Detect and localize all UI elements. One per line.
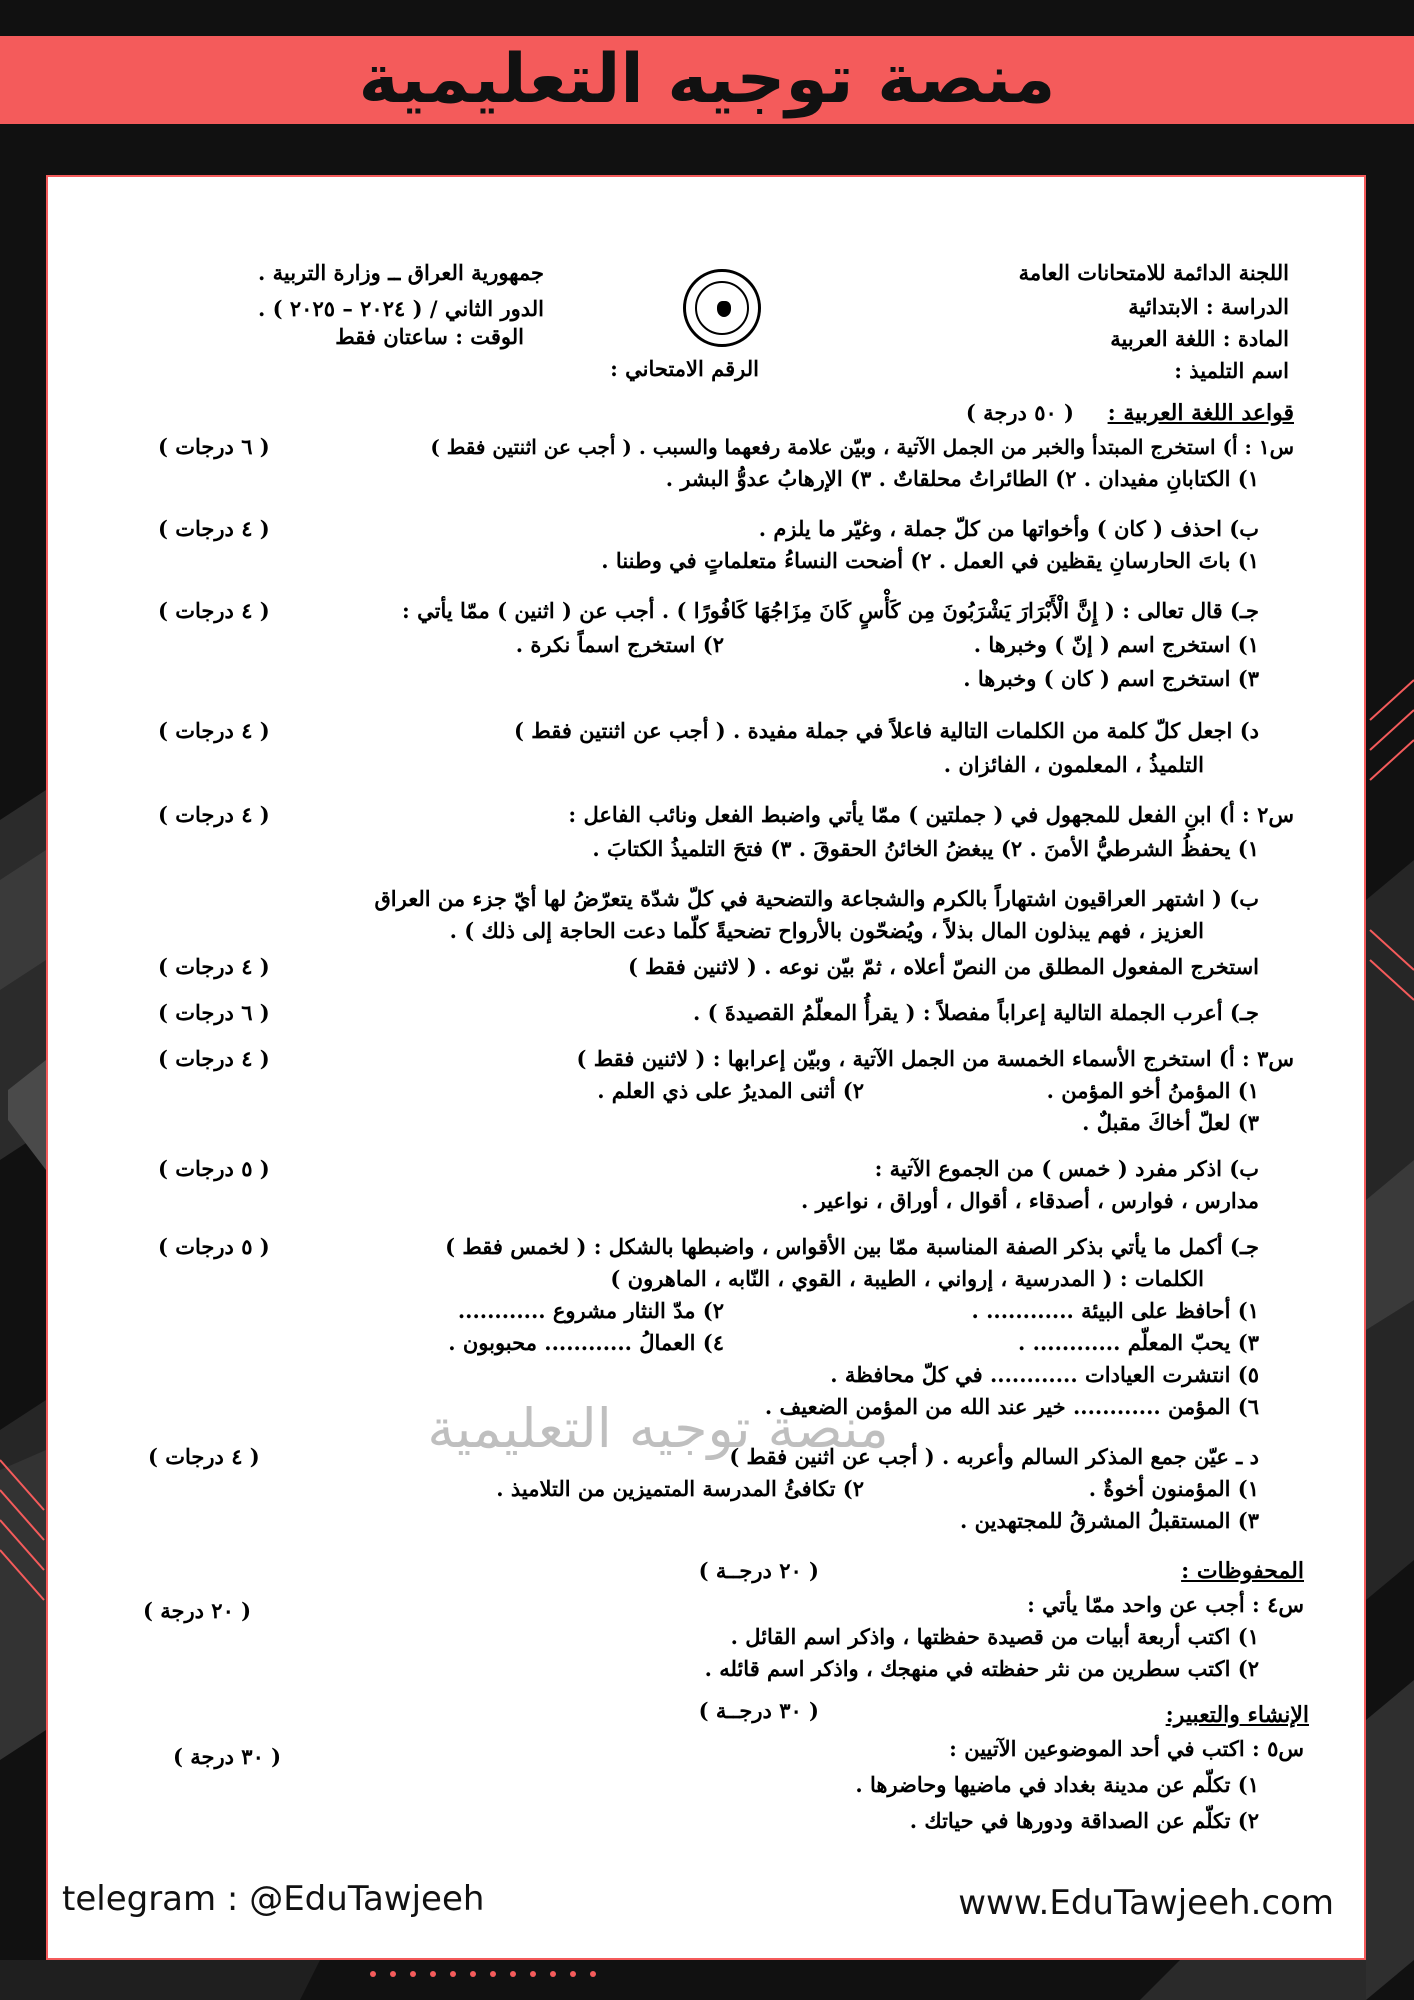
- study-level: الدراسة : الابتدائية: [1128, 294, 1289, 319]
- q3c-words: الكلمات : ( المدرسية ، إرواني ، الطيبة ، القوي ، النّابه ، الماهرون ): [610, 1266, 1204, 1291]
- ministry-seal-icon: [683, 269, 761, 347]
- q4-mark: ( ٢٠ درجة ): [143, 1598, 252, 1623]
- q3a-mark: ( ٤ درجات ): [158, 1046, 270, 1071]
- q4-item1: ١) اكتب أربعة أبيات من قصيدة حفظتها ، واذكر اسم القائل .: [730, 1624, 1259, 1649]
- composition-section-total: ( ٣٠ درجــة ): [698, 1698, 819, 1723]
- q2a-text: س٢ : أ) ابنِ الفعل للمجهول في ( جملتين ) ممّا يأتي واضبط الفعل ونائب الفاعل :: [568, 802, 1294, 827]
- committee-name: اللجنة الدائمة للامتحانات العامة: [1018, 260, 1289, 285]
- q2b-mark: ( ٤ درجات ): [158, 954, 270, 979]
- q2c-text: جـ) أعرب الجملة التالية إعراباً مفصلاً : ( يقرأُ المعلّمُ القصيدةَ ) .: [693, 1000, 1259, 1025]
- q4-text: س٤ : أجب عن واحد ممّا يأتي :: [1027, 1592, 1304, 1617]
- q3c-item2: ٢) مدّ النثار مشروع ............: [457, 1298, 724, 1323]
- q1b-text: ب) احذف ( كان ) وأخواتها من كلّ جملة ، وغيّر ما يلزم .: [758, 516, 1259, 541]
- q1a-items: ١) الكتابانِ مفيدان . ٢) الطائراتُ محلقاتٌ . ٣) الإرهابُ عدوُّ البشر .: [665, 466, 1259, 491]
- q2a-mark: ( ٤ درجات ): [158, 802, 270, 827]
- watermark: منصة توجيه التعليمية: [427, 1397, 889, 1460]
- grammar-section-title: قواعد اللغة العربية :: [1107, 400, 1294, 426]
- telegram-handle[interactable]: telegram : @EduTawjeeh: [62, 1879, 485, 1919]
- q3c-text: جـ) أكمل ما يأتي بذكر الصفة المناسبة ممّا بين الأقواس ، واضبطها بالشكل : ( لخمس فقط ): [445, 1234, 1259, 1259]
- q3d-item1: ١) المؤمنون أخوةٌ .: [1088, 1476, 1259, 1501]
- q3a-item2: ٢) أثنى المديرُ على ذي العلم .: [597, 1078, 864, 1103]
- q1a-text: س١ : أ) استخرج المبتدأ والخبر من الجمل الآتية ، وبيّن علامة رفعهما والسبب . ( أجب عن اثنتين فقط ): [430, 435, 1294, 459]
- q5-item1: ١) تكلّم عن مدينة بغداد في ماضيها وحاضرها .: [855, 1772, 1259, 1797]
- q3c-item6: ٦) المؤمن ............ خير عند الله من المؤمن الضعيف .: [764, 1394, 1259, 1419]
- q2c-mark: ( ٦ درجات ): [158, 1000, 270, 1025]
- q5-mark: ( ٣٠ درجة ): [173, 1744, 282, 1769]
- decorative-dots: [370, 1971, 596, 1977]
- top-banner: [0, 36, 1414, 124]
- q4-item2: ٢) اكتب سطرين من نثر حفظته في منهجك ، واذكر اسم قائله .: [704, 1656, 1259, 1681]
- q1c-item1: ١) استخرج اسم ( إنّ ) وخبرها .: [973, 632, 1259, 657]
- q3c-item4: ٤) العمالُ ............ محبوبون .: [448, 1330, 724, 1355]
- q3c-item3: ٣) يحبّ المعلّم ............ .: [1018, 1330, 1259, 1355]
- memorization-section-total: ( ٢٠ درجــة ): [698, 1558, 819, 1583]
- q3a-text: س٣ : أ) استخرج الأسماء الخمسة من الجمل الآتية ، وبيّن إعرابها : ( لاثنين فقط ): [576, 1046, 1294, 1071]
- q2a-items: ١) يحفظُ الشرطيُّ الأمنَ . ٢) يبغضُ الخائنُ الحقوقَ . ٣) فتحَ التلميذُ الكتابَ .: [592, 836, 1259, 861]
- q3b-text: ب) اذكر مفرد ( خمس ) من الجموع الآتية :: [874, 1156, 1259, 1181]
- q3d-text: د ـ عيّن جمع المذكر السالم وأعربه . ( أجب عن اثنين فقط ): [729, 1444, 1259, 1469]
- country-ministry: جمهورية العراق ــ وزارة التربية .: [257, 260, 544, 285]
- q1d-text: د) اجعل كلّ كلمة من الكلمات التالية فاعلاً في جملة مفيدة . ( أجب عن اثنتين فقط ): [514, 718, 1259, 743]
- q2b-line1: ب) ( اشتهر العراقيون اشتهاراً بالكرم والشجاعة والتضحية في كلّ شدّة يتعرّضُ لها أيّ جزء من العراق: [374, 886, 1259, 911]
- q3d-item2: ٢) تكافئُ المدرسة المتميزين من التلاميذ .: [496, 1476, 864, 1501]
- q1c-mark: ( ٤ درجات ): [158, 598, 270, 623]
- q3c-item1: ١) أحافظ على البيئة ............ .: [971, 1298, 1259, 1323]
- q3b-mark: ( ٥ درجات ): [158, 1156, 270, 1181]
- q5-item2: ٢) تكلّم عن الصداقة ودورها في حياتك .: [909, 1808, 1259, 1833]
- exam-number-label: الرقم الامتحاني :: [610, 356, 759, 381]
- q3b-items: مدارس ، فوارس ، أصدقاء ، أقوال ، أوراق ، نواعير .: [800, 1188, 1259, 1213]
- q3d-mark: ( ٤ درجات ): [148, 1444, 260, 1469]
- q1b-items: ١) باتَ الحارسانِ يقظين في العمل . ٢) أضحت النساءُ متعلماتٍ في وطننا .: [601, 548, 1259, 573]
- website-link[interactable]: www.EduTawjeeh.com: [958, 1883, 1334, 1923]
- q1c-text: جـ) قال تعالى : ( إِنَّ الْأَبْرَارَ يَشْرَبُونَ مِن كَأْسٍ كَانَ مِزَاجُهَا كَافُورًا ) . أجب عن ( اثنين ) ممّا يأتي :: [402, 598, 1259, 623]
- exam-paper: [46, 175, 1366, 1960]
- q1c-item2: ٢) استخرج اسماً نكرة .: [515, 632, 724, 657]
- q3c-item5: ٥) انتشرت العيادات ............ في كلّ محافظة .: [830, 1362, 1259, 1387]
- q5-text: س٥ : اكتب في أحد الموضوعين الآتيين :: [949, 1736, 1304, 1761]
- q2b-line3: استخرج المفعول المطلق من النصّ أعلاه ، ثمّ بيّن نوعه . ( لاثنين فقط ): [627, 954, 1259, 979]
- q1d-items: التلميذُ ، المعلمون ، الفائزان .: [943, 752, 1204, 777]
- composition-section-title: الإنشاء والتعبير:: [1165, 1702, 1309, 1728]
- q3a-item3: ٣) لعلّ أخاكَ مقبلٌ .: [1082, 1110, 1259, 1135]
- q1c-item3: ٣) استخرج اسم ( كان ) وخبرها .: [963, 666, 1259, 691]
- exam-time: الوقت : ساعتان فقط: [335, 324, 524, 349]
- student-name-label: اسم التلميذ :: [1174, 358, 1289, 383]
- q1b-mark: ( ٤ درجات ): [158, 516, 270, 541]
- memorization-section-title: المحفوظات :: [1181, 1558, 1304, 1584]
- q3d-item3: ٣) المستقبلُ المشرقُ للمجتهدين .: [960, 1508, 1259, 1533]
- subject-name: المادة : اللغة العربية: [1110, 326, 1289, 351]
- q1a-mark: ( ٦ درجات ): [158, 434, 270, 459]
- grammar-section-total: ( ٥٠ درجة ): [965, 400, 1074, 425]
- q3c-mark: ( ٥ درجات ): [158, 1234, 270, 1259]
- q2b-line2: العزيز ، فهم يبذلون المال بذلاً ، ويُضحّون بالأرواح تضحيةً كلّما دعت الحاجة إلى ذلك ) .: [449, 918, 1204, 943]
- q3a-item1: ١) المؤمنُ أخو المؤمن .: [1046, 1078, 1259, 1103]
- exam-round: الدور الثاني / ( ٢٠٢٤ – ٢٠٢٥ ) .: [258, 296, 544, 321]
- banner-title: منصة توجيه التعليمية: [358, 40, 1056, 119]
- q1d-mark: ( ٤ درجات ): [158, 718, 270, 743]
